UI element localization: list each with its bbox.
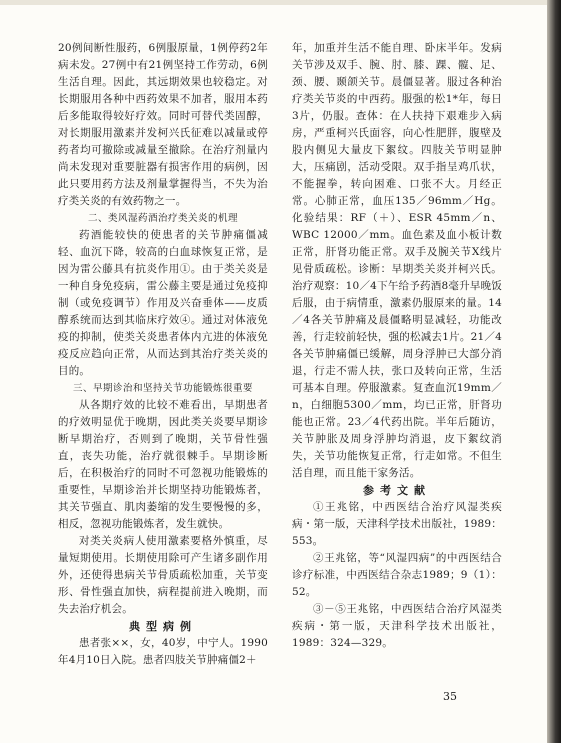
section-heading: 二、类风湿药酒治疗类关炎的机理: [87, 213, 238, 224]
page-top-edge: [0, 0, 561, 5]
reference-item: ③－⑤王兆铭，中西医结合治疗风湿类疾病・第一版，天津科学技术出版社，1989：324—329。: [292, 603, 502, 649]
case-heading: 典型病例: [129, 620, 197, 633]
paragraph: 药酒能较快的使患者的关节肿痛僵减轻、血沉下降，较高的白血球恢复正常，是因为雷公藤具有抗炎作用①。由于类关炎是一种自身免疫病，雷公藤主要是通过免疫抑制（或免疫调节）作用及兴奋垂体——皮质醇系统而达到其临床疗效④。通过对体液免疫的抑制，使类关炎患者体内亢进的体液免疫反应趋向正常，从而达到其治疗类关炎的目的。: [58, 229, 268, 377]
reference-item: ②王兆铭，等“风湿四病”的中西医结合诊疗标准，中西医结合杂志1989；9（1）：52。: [292, 552, 502, 598]
paragraph: 20例间断性服药，6例服原量，1例停药2年病未发。27例中有21例坚持工作劳动，6例生活自理。因此，其远期效果也较稳定。对长期服用各种中西药效果不加者，服用本药后多能取得较好疗效。同时可替代类固醇，对长期服用激素并发柯兴氏征难以减量或停药者均可撤除或减量至撤除。在治疗剂量内尚未发现对重要脏器有损害作用的病例，因此只要用药方法及剂量掌握得当，不失为治疗类关炎的有效药物之一。: [58, 42, 268, 207]
references-heading: 参考文献: [363, 484, 431, 497]
left-column: [58, 40, 268, 669]
paragraph: 从各期疗效的比较不难看出，早期患者的疗效明显优于晚期，因此类关炎要早期诊断早期治疗，否则到了晚期，关节骨性强直，丧失功能，治疗就很棘手。早期诊断后，在积极治疗的同时不可忽视功能锻炼的重要性，早期诊治并长期坚持功能锻炼者，其关节强直、肌肉萎缩的发生要慢慢的多，相反，忽视功能锻炼者，发生就快。: [58, 399, 268, 530]
paragraph: 对类关炎病人使用激素要格外慎重，尽量短期使用。长期使用除可产生诸多副作用外，还使得患病关节骨质疏松加重，关节变形、骨性强直加快，病程提前进入晚期，而失去治疗机会。: [58, 535, 268, 615]
paragraph: 年，加重并生活不能自理、卧床半年。发病关节涉及双手、腕、肘、膝、踝、髋、足、颈、腰、颞颌关节。晨僵显著。服过各种治疗类关节炎的中西药。服强的松1*年，每日3片，仍服。查体：在人扶持下艰难步入病房，严重柯兴氏面容，向心性肥胖，腹壁及股内侧见大量皮下絮纹。四肢关节明显肿大，压痛剧，活动受限。双手指呈鸡爪状，不能握拳，转向困难、口张不大。月经正常。心肺正常，血压135／96mm／Hg。化验结果：RF（＋）、ESR 45mm／n、WBC 12000／mm。血色素及血小板计数正常，肝肾功能正常。双手及腕关节X线片见骨质疏松。诊断：早期类关炎并柯兴氏。治疗观察：10／4下午给予药酒8毫升早晚饭后服，由于病情重，激素仍服原来的量。14／4各关节肿痛及晨僵略明显减轻，功能改善，行走较前轻快，强的松减去1片。21／4各关节肿痛僵已缓解，周身浮肿已大部分消退，行走不需人扶，张口及转向正常，生活可基本自理。停服激素。复查血沉19mm／n，白细胞5300／mm，均已正常，肝肾功能也正常。23／4代药出院。半年后随访，关节肿胀及周身浮肿均消退，皮下絮纹消失，关节功能恢复正常，行走如常。不但生活自理，而且能干家务活。: [292, 42, 502, 479]
page-binding-edge: [547, 0, 561, 743]
right-column: [292, 40, 502, 652]
paragraph: 患者张××，女，40岁，中宁人。1990年4月10日入院。患者四肢关节肿痛僵2＋: [58, 637, 268, 666]
reference-item: ①王兆铭，中西医结合治疗风湿类疾病・第一版，天津科学技术出版社，1989：553。: [292, 501, 502, 547]
page-number: 35: [443, 690, 457, 703]
section-heading: 三、早期诊治和坚持关节功能锻炼很重要: [72, 383, 253, 394]
